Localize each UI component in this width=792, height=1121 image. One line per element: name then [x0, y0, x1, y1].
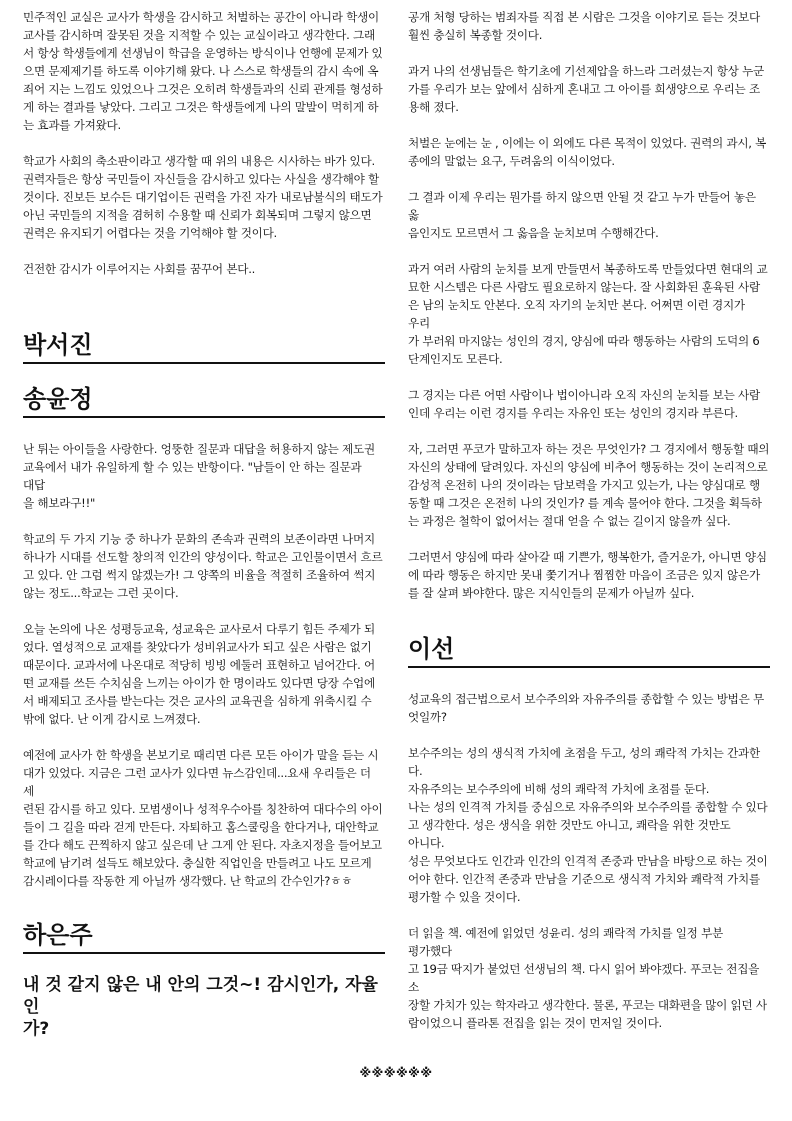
paragraph: 그 경지는 다른 어떤 사람이나 법이아니라 오직 자신의 눈치를 보는 사람 인데 우리는 이런 경지를 우리는 자유인 또는 성인의 경지라 부른다. — [408, 388, 760, 420]
paragraph: 보수주의는 성의 생식적 가치에 초점을 두고, 성의 쾌락적 가치는 간과한 다. 자유주의는 보수주의에 비해 성의 쾌락적 가치에 초점를 둔다. 나는 성의 인격적 가치를 중심으로 자유주의와 보수주의를 종합할 수 있다 고 생각한다. 성은 생식을 위한 것만도 아니고, 쾌락을 위한 것만도 아니다. 성은 무엇보다도 인간과 인간의 인격적 존중과 만남을 바탕으로 하는 것이 어야 한다. 인간적 존중과 만남을 기준으로 생식적 가치와 쾌락적 가치를 평가할 수 있을 것이다. — [408, 746, 768, 904]
paragraph: 오늘 논의에 나온 성평등교육, 성교육은 교사로서 다루기 힘든 주제가 되 었다. 열성적으로 교재를 찾았다가 성비위교사가 되고 싶은 사람은 없기 때문이다. 교과서에 나온대로 적당히 빙빙 에둘러 표현하고 넘어간다. 어 떤 교재를 쓰든 수치심을 느끼는 아이가 한 명이라도 있다면 당장 수업에 서 배제되고 조사를 받는다는 것은 교사의 교육권을 심하게 위축시킬 수 밖에 없다. 난 이게 감시로 느껴졌다. — [23, 622, 375, 726]
paragraph: 민주적인 교실은 교사가 학생을 감시하고 처벌하는 공간이 아니라 학생이 교사를 감시하며 잘못된 것을 지적할 수 있는 교실이라고 생각한다. 그래 서 항상 학생들에게 선생님이 학급을 운영하는 방식이나 언행에 문제가 있 으면 문제제기를 하도록 이야기해 왔다. 나 스스로 학생들의 감시 속에 옥 죄어 지는 느낌도 있었으나 그것은 오히려 학생들과의 신뢰 관계를 형성하 게 하는 결과를 낳았다. 그리고 그것은 학생들에게 나의 말발이 먹히게 하 는 효과를 가져왔다. — [23, 10, 383, 132]
author-heading-3: 하은주 — [23, 920, 385, 954]
paragraph: 더 읽을 책. 예전에 읽었던 성윤리. 성의 쾌락적 가치를 일정 부분 평가했다 고 19금 딱지가 붙었던 선생님의 책. 다시 읽어 봐야겠다. 푸코는 전집을 소 장할 가치가 있는 학자라고 생각한다. 물론, 푸코는 대화편을 많이 읽던 사 람이었으니 플라톤 전집을 읽는 것이 먼저일 것이다. — [408, 926, 767, 1030]
paragraph: 학교의 두 가지 기능 중 하나가 문화의 존속과 권력의 보존이라면 나머지 하나가 시대를 선도할 창의적 인간의 양성이다. 학교은 고인물이면서 흐르 고 있다. 안 그럼 썩지 않겠는가! 그 양쪽의 비율을 적절히 조율하여 썩지 않는 정도...학교는 그런 곳이다. — [23, 532, 383, 600]
paragraph: 성교육의 접근법으로서 보수주의와 자유주의를 종합할 수 있는 방법은 무 엇일까? — [408, 692, 764, 724]
paragraph: 그 결과 이제 우리는 뭔가를 하지 않으면 안될 것 같고 누가 만들어 놓은 옳 음인지도 모르면서 그 옳음을 눈치보며 수행해간다. — [408, 190, 756, 240]
paragraph: 그러면서 양심에 따라 살아갈 때 기쁜가, 행복한가, 즐거운가, 아니면 양심 에 따라 행동은 하지만 못내 쫓기거나 찜찜한 마음이 조금은 있지 않은가 를 잘 살펴 봐야한다. 많은 지식인들의 문제가 아닐까 싶다. — [408, 550, 767, 600]
paragraph: 처벌은 눈에는 눈 , 이에는 이 외에도 다른 목적이 있었다. 권력의 과시, 복 종에의 말없는 요구, 두려움의 이식이었다. — [408, 136, 767, 168]
paragraph: 예전에 교사가 한 학생을 본보기로 때리면 다른 모든 아이가 말을 듣는 시 대가 있었다. 지금은 그런 교사가 있다면 뉴스감인데...요새 우리들은 더 세 련된 감시를 하고 있다. 모범생이나 성적우수아를 칭찬하여 대다수의 아이 들이 그 길을 따라 걷게 만든다. 자퇴하고 홈스쿨링을 한다거나, 대안학교 를 간다 해도 끈찍하지 않고 싶은데 난 그게 안 된다. 자초지정을 들어보고 학교에 남기려 설득도 해보았다. 충실한 직업인을 만들려고 나도 모르게 감시레이다를 작동한 게 아닐까 생각했다. 난 학교의 간수인가?ㅎㅎ — [23, 748, 383, 888]
section-divider-footer: ※※※※※※ — [359, 1066, 433, 1080]
essay-subtitle: 내 것 같지 않은 내 안의 그것~! 감시인가, 자율인 가? — [23, 975, 378, 1039]
author-heading-1: 박서진 — [23, 330, 385, 364]
right-column — [408, 8, 770, 1050]
author-heading-2: 송윤정 — [23, 384, 385, 418]
paragraph: 공개 처형 당하는 범죄자를 직접 본 시람은 그것을 이야기로 듣는 것보다 훨씬 충실히 복종할 것이다. — [408, 10, 760, 42]
paragraph: 난 튀는 아이들을 사랑한다. 엉뚱한 질문과 대답을 허용하지 않는 제도권 교육에서 내가 유일하게 할 수 있는 반항이다. "남들이 안 하는 질문과 대답 을 해보라구!!" — [23, 442, 375, 510]
paragraph: 자, 그러면 푸코가 말하고자 하는 것은 무엇인가? 그 경지에서 행동할 때의 자신의 상태에 달려있다. 자신의 양심에 비추어 행동하는 것이 논리적으로 감성적 온전히 나의 것이라는 담보력을 가지고 있는가, 나는 양심대로 행 동할 때 그것은 온전히 나의 것인가? 를 계속 물어야 한다. 그것을 획득하 는 과정은 철학이 없어서는 절대 얻을 수 없는 길이지 않을까 싶다. — [408, 442, 770, 528]
paragraph: 과거 여러 사람의 눈치를 보게 만들면서 복종하도록 만들었다면 현대의 교 묘한 시스템은 다른 사람도 필요로하지 않는다. 잘 사회화된 훈육된 사람 은 남의 눈치도 안본다. 오직 자기의 눈치만 본다. 어쩌면 이런 경지가 우리 가 부러워 마지않는 성인의 경지, 양심에 따라 행동하는 사람의 도덕의 6 단계인지도 모른다. — [408, 262, 768, 366]
author-heading-4: 이선 — [408, 634, 770, 668]
paragraph: 학교가 사회의 축소판이라고 생각할 때 위의 내용은 시사하는 바가 있다. 권력자들은 항상 국민들이 자신들을 감시하고 있다는 사실을 생각해야 할 것이다. 진보든 보수든 대기업이든 권력을 가진 자가 내로남불식의 태도가 아닌 국민들의 지적을 겸허히 수용할 때 신뢰가 회복되며 그렇지 않으면 권력은 유지되기 어렵다는 것을 기억해야 할 것이다. — [23, 154, 383, 240]
paragraph: 과거 나의 선생님들은 학기초에 기선제압을 하느라 그러셨는지 항상 누군 가를 우리가 보는 앞에서 심하게 혼내고 그 아이를 희생양으로 우리는 조 용해 졌다. — [408, 64, 764, 114]
left-column — [23, 8, 385, 1040]
paragraph: 건전한 감시가 이루어지는 사회를 꿈꾸어 본다.. — [23, 262, 256, 276]
